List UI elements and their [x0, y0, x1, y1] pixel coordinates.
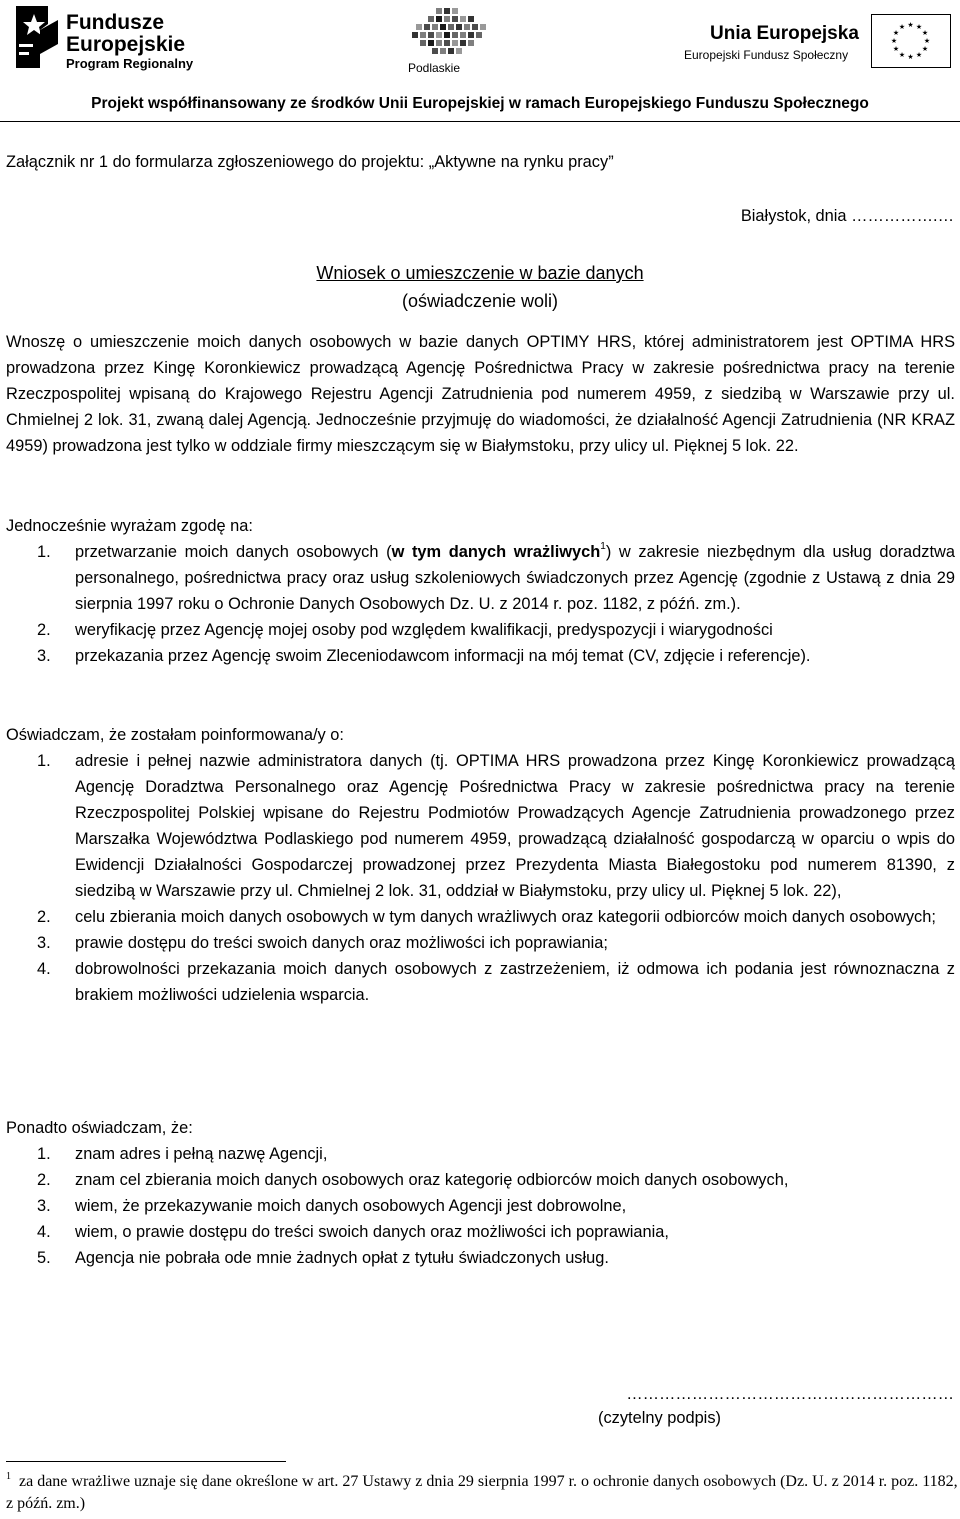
list-item-number: 1.	[37, 1145, 51, 1163]
intro-paragraph: Wnoszę o umieszczenie moich danych osobowych w bazie danych OPTIMY HRS, której administratorem jest OPTIMA HRS prowadzona przez Kingę Koronkiewicz prowadzącą Agencję Pośrednictwa Pracy w zakresie pośrednictwa pracy na terenie Rzeczpospolitej wpisaną do Krajowego Rejestru Agencji Zatrudnienia pod numerem 4959, z siedzibą w Warszawie przy ul. Chmielnej 2 lok. 31, zwaną dalej Agencją. Jednocześnie przyjmuję do wiadomości, że działalność Agencji Zatrudnienia (NR KRAZ 4959) prowadzona jest tylko w oddziale firmy mieszczącym się w Białymstoku, przy ulicy ul. Pięknej 5 lok. 22.	[6, 333, 955, 455]
list-item-text: wiem, że przekazywanie moich danych osobowych Agencji jest dobrowolne,	[75, 1197, 627, 1215]
list-item	[6, 956, 955, 1008]
consent-heading: Jednocześnie wyrażam zgodę na:	[6, 517, 253, 535]
list-item-text: weryfikację przez Agencję mojej osoby pod względem kwalifikacji, predyspozycji i wiarygodności	[75, 621, 773, 639]
footnote-text: za dane wrażliwe uznaje się dane określone w art. 27 Ustawy z dnia 29 sierpnia 1997 r. o ochronie danych osobowych (Dz. U. z 2014 r. poz. 1182, z późń. zm.)	[6, 1473, 958, 1512]
list-item-text: dobrowolności przekazania moich danych osobowych z zastrzeżeniem, iż odmowa ich podania jest równoznaczna z brakiem możliwości udzielenia wsparcia.	[75, 960, 955, 1004]
svg-text:★: ★	[923, 37, 931, 45]
further-heading: Ponadto oświadczam, że:	[6, 1119, 193, 1137]
svg-text:★: ★	[898, 23, 906, 31]
svg-text:★: ★	[921, 45, 929, 53]
list-item	[6, 617, 955, 643]
further-list	[6, 1141, 955, 1271]
title-line-1: Wniosek o umieszczenie w bazie danych	[316, 263, 644, 283]
podlaskie-mosaic-icon	[406, 8, 490, 58]
fe-logo-line3: Program Regionalny	[66, 56, 194, 71]
list-item-text: wiem, o prawie dostępu do treści swoich danych oraz możliwości ich poprawiania,	[75, 1223, 669, 1241]
list-item-text: celu zbierania moich danych osobowych w tym danych wrażliwych oraz kategorii odbiorców moich danych osobowych;	[75, 908, 936, 926]
informed-list	[6, 748, 955, 1008]
list-item	[6, 748, 955, 904]
list-item	[6, 1193, 955, 1219]
svg-text:★: ★	[915, 23, 923, 31]
list-item	[6, 539, 955, 617]
consent-item-text: przetwarzanie moich danych osobowych (	[75, 543, 392, 561]
title-line-2: (oświadczenie woli)	[401, 291, 559, 311]
ue-logo-line1: Unia Europejska	[710, 23, 859, 44]
footnote-divider	[6, 1461, 286, 1462]
signature-label: (czytelny podpis)	[598, 1409, 721, 1427]
informed-heading: Oświadczam, że zostałam poinformowana/y o:	[6, 726, 344, 744]
svg-text:★: ★	[907, 21, 914, 29]
svg-text:★: ★	[921, 29, 929, 37]
list-item-text: prawie dostępu do treści swoich danych oraz możliwości ich poprawiania;	[75, 934, 608, 952]
list-item	[6, 1245, 955, 1271]
list-item	[6, 643, 955, 669]
list-item-number: 3.	[37, 934, 51, 952]
signature-line: ……………………………………………………	[626, 1385, 954, 1403]
list-item	[6, 904, 955, 930]
list-item-text: Agencja nie pobrała ode mnie żadnych opłat z tytułu świadczonych usług.	[75, 1249, 609, 1267]
svg-text:★: ★	[907, 53, 914, 61]
list-item	[6, 930, 955, 956]
fe-logo-line2: Europejskie	[66, 33, 186, 56]
podlaskie-logo	[398, 8, 498, 78]
ue-logo-line2: Europejski Fundusz Społeczny	[684, 48, 849, 62]
list-item-number: 1.	[37, 752, 51, 770]
list-item-number: 5.	[37, 1249, 51, 1267]
list-item-number: 3.	[37, 1197, 51, 1215]
header-divider	[0, 121, 960, 122]
document-title	[0, 259, 960, 315]
list-item-text: znam adres i pełną nazwę Agencji,	[75, 1145, 328, 1163]
fe-logo-line1: Fundusze	[66, 11, 164, 34]
fe-star-emblem-icon	[10, 4, 60, 72]
list-item	[6, 1167, 955, 1193]
list-item-number: 2.	[37, 908, 51, 926]
list-item-number: 4.	[37, 1223, 51, 1241]
list-item-number: 1.	[37, 543, 51, 561]
list-item-number: 2.	[37, 1171, 51, 1189]
footnote-mark: 1	[6, 1471, 11, 1482]
footnote	[6, 1471, 958, 1515]
list-item-text: znam cel zbierania moich danych osobowych oraz kategorię odbiorców moich danych osobowych,	[75, 1171, 789, 1189]
list-item-number: 3.	[37, 647, 51, 665]
list-item	[6, 1141, 955, 1167]
list-item-number: 4.	[37, 960, 51, 978]
svg-text:★: ★	[898, 51, 906, 59]
svg-text:★: ★	[890, 37, 898, 45]
eu-flag-icon	[871, 14, 951, 68]
consent-list	[6, 539, 955, 669]
svg-text:★: ★	[915, 51, 923, 59]
list-item-text: adresie i pełnej nazwie administratora danych (tj. OPTIMA HRS prowadzona przez Kingę Koronkiewicz prowadzącą Agencję Doradztwa Personalnego oraz Agencję Pośrednictwa Pracy w zakresie pośrednictwa pracy na terenie Rzeczpospolitej Polskiej wpisane do Rejestru Podmiotów Prowadzących Agencje Zatrudnienia prowadzonego przez Marszałka Województwa Podlaskiego pod numerem 4959, prowadzącą działalność gospodarczą w oparciu o wpis do Ewidencji Działalności Gospodarczej prowadzonej przez Prezydenta Miasta Białegostoku pod numerem 81390, z siedzibą w Warszawie przy ul. Chmielnej 2 lok. 31, oddział w Białymstoku, przy ulicy ul. Pięknej 5 lok. 22),	[75, 752, 955, 900]
list-item-text: przekazania przez Agencję swoim Zleceniodawcom informacji na mój temat (CV, zdjęcie i referencje).	[75, 647, 811, 665]
list-item	[6, 1219, 955, 1245]
unia-europejska-logo	[684, 14, 954, 74]
annex-line: Załącznik nr 1 do formularza zgłoszeniowego do projektu: „Aktywne na rynku pracy”	[6, 153, 614, 171]
consent-item-text-cont: ) w zakresie niezbędnym dla usług doradztwa personalnego, pośrednictwa pracy oraz usług szkoleniowych świadczonych przez Agencję (zgodnie z Ustawą z dnia 29 sierpnia 1997 roku o Ochronie Danych Osobowych Dz. U. z 2014 r. poz. 1182, z późń. zm.).	[75, 543, 955, 613]
svg-text:★: ★	[892, 29, 900, 37]
list-item-number: 2.	[37, 621, 51, 639]
consent-item-bold: w tym danych wrażliwych	[391, 543, 601, 561]
svg-text:★: ★	[892, 45, 900, 53]
footnote-reference: 1	[600, 541, 606, 552]
fundusze-europejskie-logo	[10, 4, 210, 76]
project-cofinancing-line: Projekt współfinansowany ze środków Unii Europejskiej w ramach Europejskiego Funduszu Społecznego	[91, 95, 869, 112]
place-date: Białystok, dnia …………….…	[740, 207, 954, 225]
podlaskie-label: Podlaskie	[407, 61, 460, 75]
